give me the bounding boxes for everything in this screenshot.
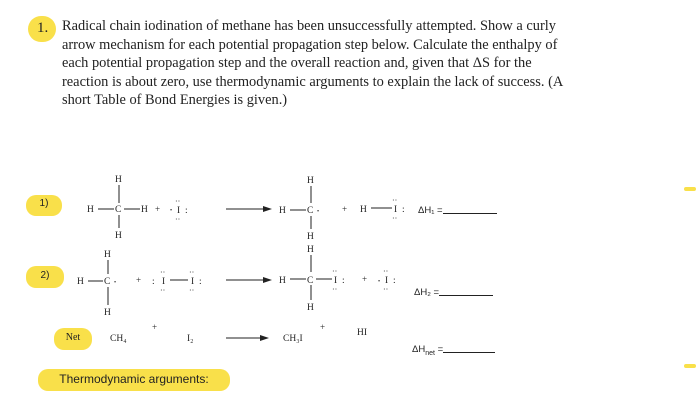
arrow-right-icon: [263, 206, 272, 212]
atom-h: H: [279, 276, 286, 286]
lone-pair: ··: [175, 215, 181, 224]
lone-pair: ··: [332, 285, 338, 294]
delta-h1-blank[interactable]: [443, 205, 497, 214]
atom-h: H: [307, 245, 314, 255]
question-line: each potential propagation step and the overall reaction and, given that ΔS for the: [62, 55, 532, 71]
atom-i: I: [191, 277, 195, 287]
lone-pair: :: [393, 276, 396, 286]
net-label: Net: [65, 332, 81, 343]
plus-sign: +: [136, 275, 142, 285]
lone-pair: :: [199, 277, 202, 287]
lone-pair: ··: [383, 285, 389, 294]
lone-pair: ··: [189, 268, 195, 277]
delta-hnet-field: [412, 344, 495, 357]
lone-pair: ··: [175, 197, 181, 206]
question-line: reaction is about zero, use thermodynamic arguments to explain the lack of success. (A: [62, 73, 564, 90]
delta-h2-blank[interactable]: [439, 287, 493, 296]
lone-pair: ··: [160, 268, 166, 277]
plus-sign: +: [362, 274, 368, 284]
lone-pair: ··: [332, 267, 338, 276]
atom-h: H: [104, 250, 111, 260]
delta-h1-label: ΔH₁ =: [418, 205, 443, 216]
net-product-ch3i: CH₃I: [283, 334, 303, 344]
delta-h2-field: [414, 287, 493, 298]
lone-pair: :: [152, 277, 155, 287]
atom-h: H: [77, 277, 84, 287]
net-reactant-ch4: CH₄: [110, 334, 127, 344]
lone-pair: :: [185, 206, 188, 216]
plus-sign: +: [152, 322, 158, 332]
delta-h2-label: ΔH₂ =: [414, 287, 440, 298]
radical-dot: •: [378, 279, 381, 285]
lone-pair: ··: [189, 286, 195, 295]
atom-h: H: [307, 232, 314, 242]
atom-h: H: [87, 205, 94, 215]
radical-dot: •: [170, 208, 173, 214]
thermo-label-highlight: [38, 369, 230, 391]
delta-hnet-eq: =: [437, 344, 444, 355]
plus-sign: +: [155, 204, 161, 214]
radical-dot: •: [317, 209, 320, 215]
atom-i: I: [334, 276, 338, 286]
atom-h: H: [360, 205, 367, 215]
lone-pair: ··: [392, 196, 398, 205]
atom-h: H: [279, 206, 286, 216]
lone-pair: ··: [392, 214, 398, 223]
delta-h1-field: [418, 205, 497, 216]
lone-pair: ··: [383, 267, 389, 276]
atom-h: H: [307, 176, 314, 186]
radical-dot: •: [114, 280, 117, 286]
atom-h: H: [141, 205, 148, 215]
net-product-hi: HI: [357, 328, 368, 338]
step1-label: 1): [39, 198, 49, 209]
plus-sign: +: [342, 204, 348, 214]
net-reactant-i2: I₂: [187, 334, 194, 344]
atom-h: H: [104, 308, 111, 318]
atom-h: H: [115, 175, 122, 185]
atom-i: I: [177, 206, 181, 216]
atom-i: I: [162, 277, 166, 287]
atom-c: C: [115, 205, 122, 215]
thermo-label: Thermodynamic arguments:: [59, 372, 209, 386]
atom-h: H: [307, 303, 314, 313]
arrow-right-icon: [260, 335, 269, 341]
arrow-right-icon: [263, 277, 272, 283]
atom-i: I: [385, 276, 389, 286]
question-line: Radical chain iodination of methane has been unsuccessfully attempted. Show a curly: [62, 18, 556, 34]
atom-h: H: [115, 231, 122, 241]
arrowheads: [260, 206, 272, 341]
lone-pair: ··: [160, 286, 166, 295]
plus-sign: +: [320, 322, 326, 332]
question-line: arrow mechanism for each potential propagation step below. Calculate the enthalpy of: [62, 36, 558, 53]
delta-hnet-blank[interactable]: [443, 344, 495, 353]
step2-label: 2): [40, 270, 50, 281]
delta-hnet-label: ΔH: [412, 344, 426, 355]
question-line: short Table of Bond Energies is given.): [62, 92, 288, 108]
question-number: 1.: [37, 20, 49, 36]
atom-c: C: [307, 206, 314, 216]
atom-i: I: [394, 205, 398, 215]
atom-c: C: [307, 276, 314, 286]
lone-pair: :: [342, 276, 345, 286]
atom-c: C: [104, 277, 111, 287]
lone-pair: :: [402, 205, 405, 215]
delta-hnet-subscript: net: [425, 349, 435, 357]
